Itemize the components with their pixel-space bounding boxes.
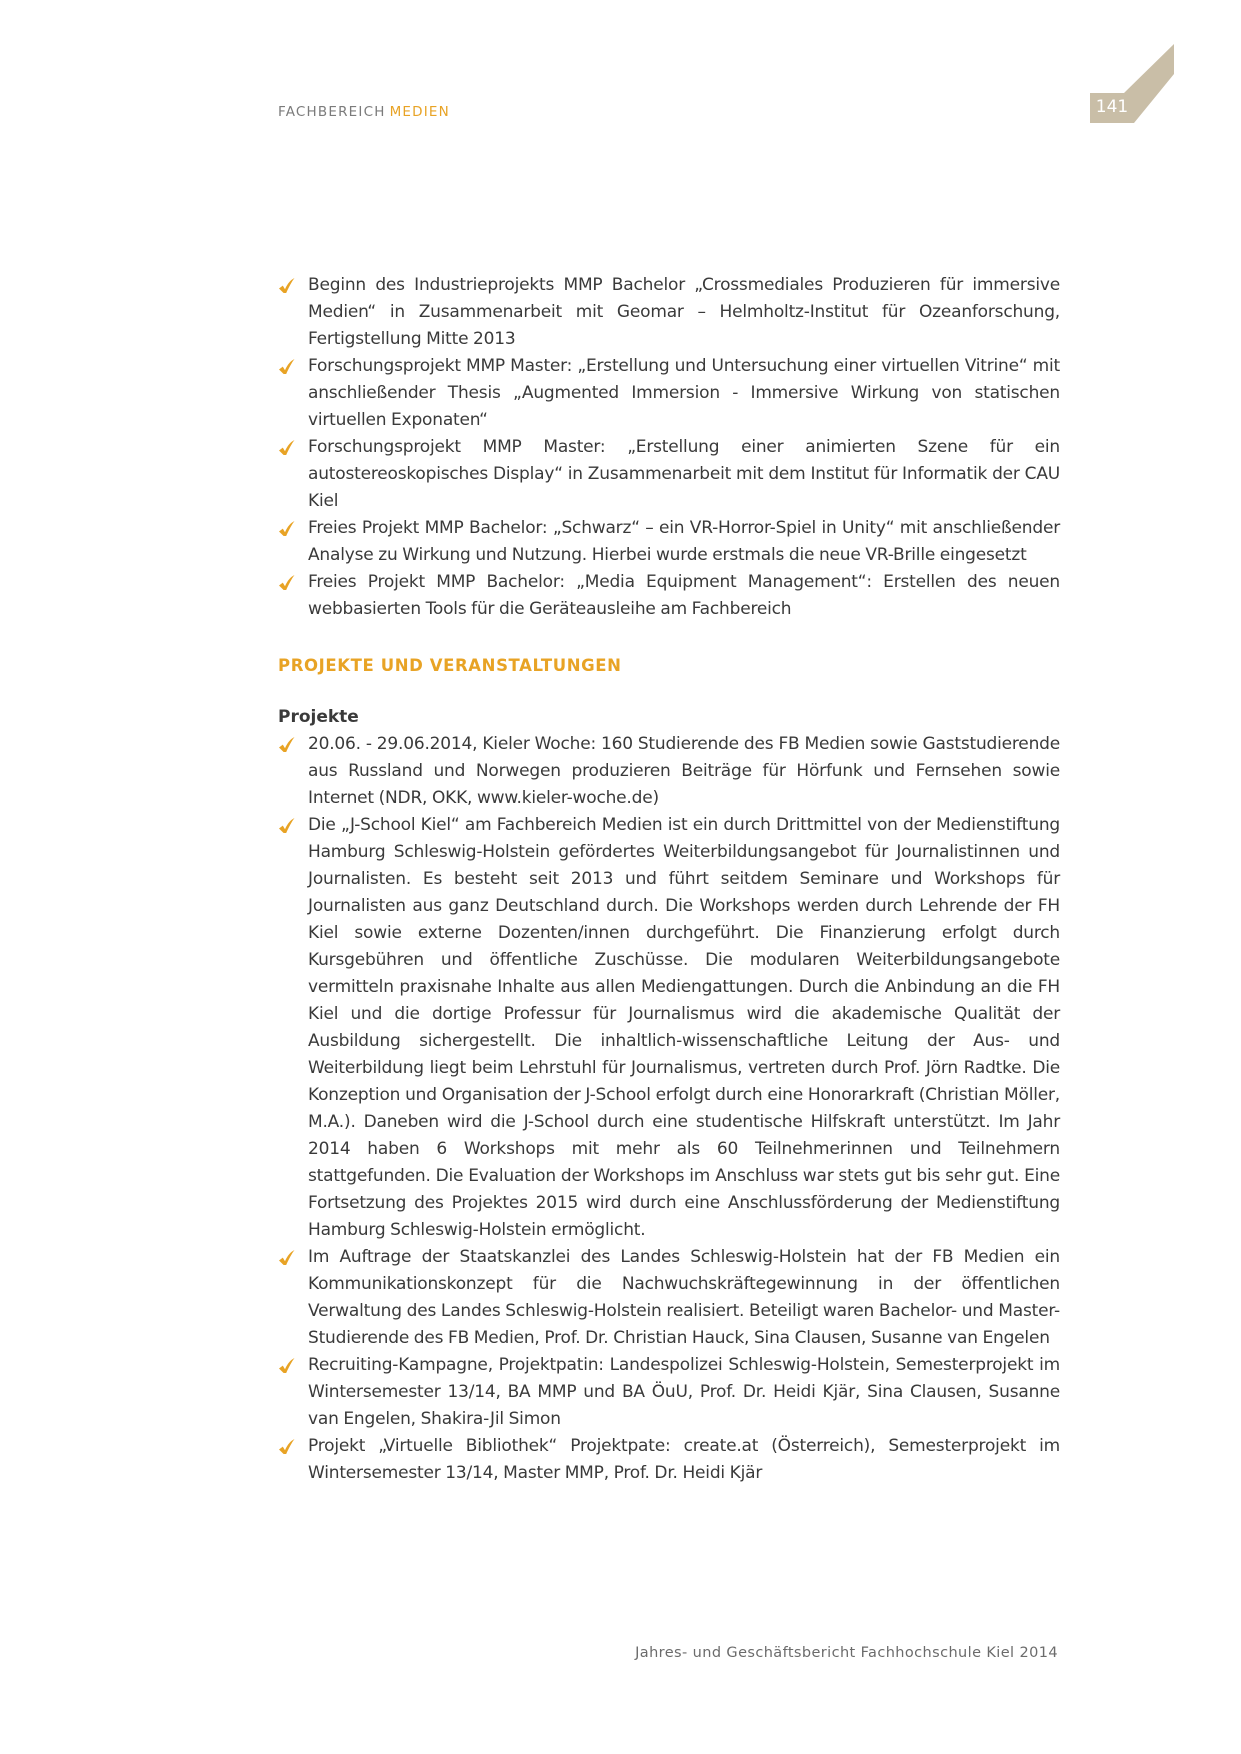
list-item bbox=[278, 1352, 1060, 1433]
checkmark-bullet-icon bbox=[278, 358, 295, 375]
checkmark-bullet-icon bbox=[278, 736, 295, 753]
intro-list bbox=[278, 272, 1060, 623]
list-item bbox=[278, 812, 1060, 1244]
checkmark-bullet-icon bbox=[278, 520, 295, 537]
list-item-text: Forschungsprojekt MMP Master: „Erstellung und Untersuchung einer virtuellen Vitrine“ mit anschließender Thesis „Augmented Immersion - Immersive Wirkung von statischen virtuellen Exponaten“ bbox=[308, 356, 1060, 430]
page-number: 141 bbox=[1095, 97, 1129, 117]
list-item bbox=[278, 1433, 1060, 1487]
checkmark-bullet-icon bbox=[278, 817, 295, 834]
list-item bbox=[278, 272, 1060, 353]
list-item bbox=[278, 731, 1060, 812]
running-header bbox=[278, 104, 450, 120]
checkmark-bullet-icon bbox=[278, 1249, 295, 1266]
checkmark-bullet-icon bbox=[278, 439, 295, 456]
list-item-text: 20.06. - 29.06.2014, Kieler Woche: 160 Studierende des FB Medien sowie Gaststudierende aus Russland und Norwegen produzieren Beiträge für Hörfunk und Fernsehen sowie Internet (NDR, OKK, www.kieler-woche.de) bbox=[308, 734, 1060, 808]
header-section-accent: MEDIEN bbox=[389, 104, 450, 120]
sub-heading: Projekte bbox=[278, 707, 359, 727]
list-item-text: Freies Projekt MMP Bachelor: „Schwarz“ – ein VR-Horror-Spiel in Unity“ mit anschließender Analyse zu Wirkung und Nutzung. Hierbei wurde erstmals die neue VR-Brille eingesetzt bbox=[308, 518, 1060, 565]
list-item-text: Beginn des Industrieprojekts MMP Bachelor „Crossmediales Produzieren für immersive Medien“ in Zusammenarbeit mit Geomar – Helmholtz-Institut für Ozeanforschung, Fertigstellung Mitte 2013 bbox=[308, 275, 1060, 349]
header-section-label: FACHBEREICH bbox=[278, 104, 386, 120]
list-item-text: Recruiting-Kampagne, Projektpatin: Landespolizei Schleswig-Holstein, Semesterprojekt im Wintersemester 13/14, BA MMP und BA ÖuU, Prof. Dr. Heidi Kjär, Sina Clausen, Susanne van Engelen, Shakira-Jil Simon bbox=[308, 1355, 1060, 1429]
page-footer: Jahres- und Geschäftsbericht Fachhochschule Kiel 2014 bbox=[635, 1645, 1058, 1661]
list-item bbox=[278, 515, 1060, 569]
list-item bbox=[278, 569, 1060, 623]
list-item-text: Im Auftrage der Staatskanzlei des Landes Schleswig-Holstein hat der FB Medien ein Kommunikationskonzept für die Nachwuchskräftegewinnung in der öffentlichen Verwaltung des Landes Schleswig-Holstein realisiert. Beteiligt waren Bachelor- und Master-Studierende des FB Medien, Prof. Dr. Christian Hauck, Sina Clausen, Susanne van Engelen bbox=[308, 1247, 1060, 1348]
list-item-text: Die „J-School Kiel“ am Fachbereich Medien ist ein durch Drittmittel von der Medienstiftung Hamburg Schleswig-Holstein gefördertes Weiterbildungsangebot für Journalistinnen und Journalisten. Es besteht seit 2013 und führt seitdem Seminare und Workshops für Journalisten aus ganz Deutschland durch. Die Workshops werden durch Lehrende der FH Kiel sowie externe Dozenten/innen durchgeführt. Die Finanzierung erfolgt durch Kursgebühren und öffentliche Zuschüsse. Die modularen Weiterbildungsangebote vermitteln praxisnahe Inhalte aus allen Mediengattungen. Durch die Anbindung an die FH Kiel und die dortige Professur für Journalismus wird die akademische Qualität der Ausbildung sichergestellt. Die inhaltlich-wissenschaftliche Leitung der Aus- und Weiterbildung liegt beim Lehrstuhl für Journalismus, vertreten durch Prof. Jörn Radtke. Die Konzeption und Organisation der J-School erfolgt durch eine Honorarkraft (Christian Möller, M.A.). Daneben wird die J-School durch eine studentische Hilfskraft unterstützt. Im Jahr 2014 haben 6 Workshops mit mehr als 60 Teilnehmerinnen und Teilnehmern stattgefunden. Die Evaluation der Workshops im Anschluss war stets gut bis sehr gut. Eine Fortsetzung des Projektes 2015 wird durch eine Anschlussförderung der Medienstiftung Hamburg Schleswig-Holstein ermöglicht. bbox=[308, 815, 1060, 1240]
checkmark-bullet-icon bbox=[278, 277, 295, 294]
checkmark-bullet-icon bbox=[278, 1357, 295, 1374]
checkmark-bullet-icon bbox=[278, 1438, 295, 1455]
list-item-text: Freies Projekt MMP Bachelor: „Media Equipment Management“: Erstellen des neuen webbasierten Tools für die Geräteausleihe am Fachbereich bbox=[308, 572, 1060, 619]
list-item-text: Forschungsprojekt MMP Master: „Erstellung einer animierten Szene für ein autostereoskopisches Display“ in Zusammenarbeit mit dem Institut für Informatik der CAU Kiel bbox=[308, 437, 1060, 511]
list-item bbox=[278, 434, 1060, 515]
list-item bbox=[278, 353, 1060, 434]
main-content bbox=[278, 272, 1060, 1487]
checkmark-bullet-icon bbox=[278, 574, 295, 591]
list-item bbox=[278, 1244, 1060, 1352]
project-list bbox=[278, 731, 1060, 1487]
list-item-text: Projekt „Virtuelle Bibliothek“ Projektpate: create.at (Österreich), Semesterprojekt im Wintersemester 13/14, Master MMP, Prof. Dr. Heidi Kjär bbox=[308, 1436, 1060, 1483]
section-heading: PROJEKTE UND VERANSTALTUNGEN bbox=[278, 656, 622, 675]
